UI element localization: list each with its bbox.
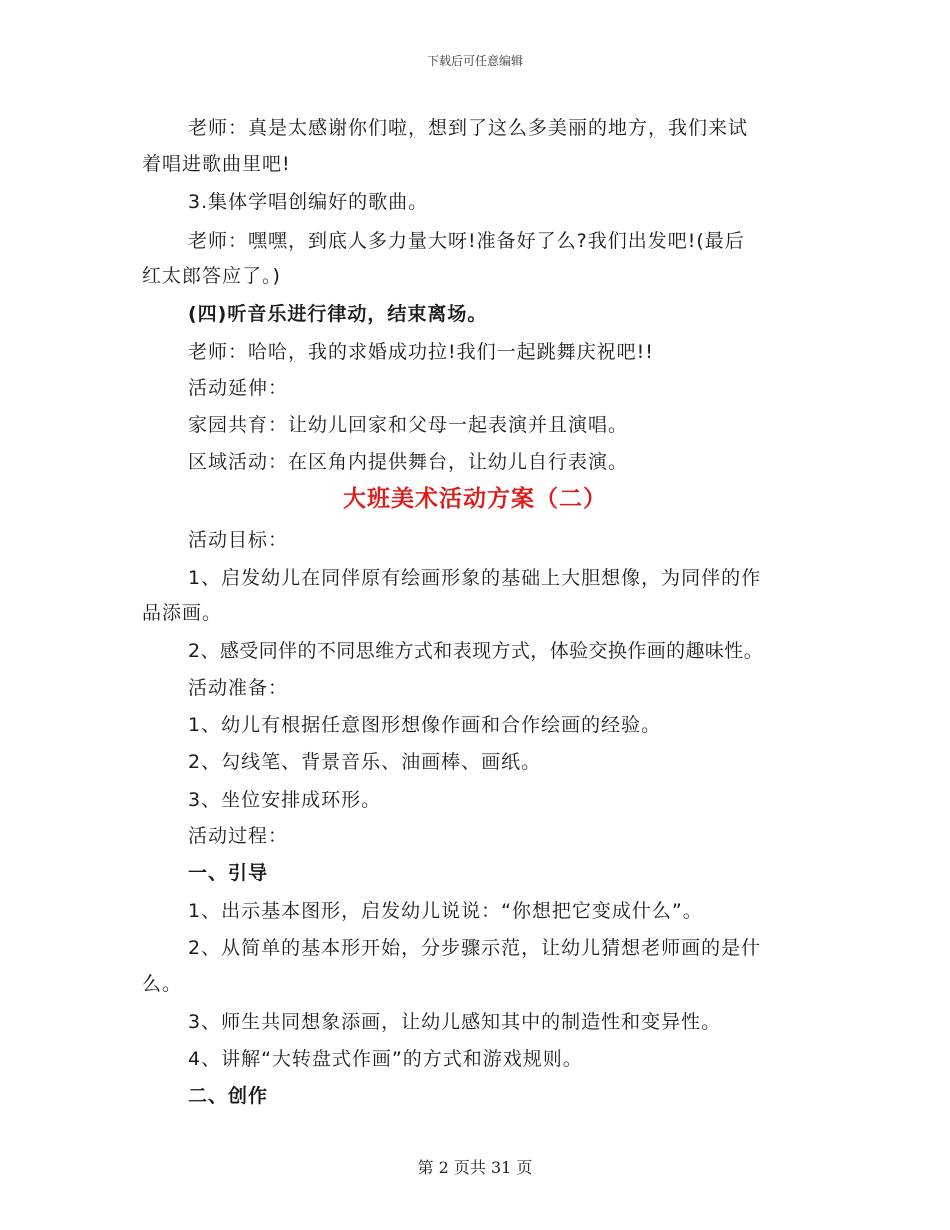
- paragraph-line: 老师：嘿嘿，到底人多力量大呀!准备好了么?我们出发吧!(最后: [188, 230, 745, 252]
- paragraph-line: 2、勾线笔、背景音乐、油画棒、画纸。: [188, 751, 542, 773]
- paragraph-line: 2、从简单的基本形开始，分步骤示范，让幼儿猜想老师画的是什: [188, 937, 762, 959]
- paragraph-line: 老师：真是太感谢你们啦，想到了这么多美丽的地方，我们来试: [188, 117, 749, 139]
- paragraph-line: 1、出示基本图形，启发幼儿说说：“你想把它变成什么”。: [188, 900, 703, 922]
- paragraph-line: 活动准备：: [188, 677, 289, 699]
- paragraph-line: 活动延伸：: [188, 377, 289, 399]
- subheading: 一、引导: [188, 862, 269, 884]
- paragraph-line: 家园共育：让幼儿回家和父母一起表演并且演唱。: [188, 414, 629, 436]
- header-note: 下载后可任意编辑: [426, 54, 523, 68]
- paragraph-line: 4、讲解“大转盘式作画”的方式和游戏规则。: [188, 1048, 583, 1070]
- paragraph-line: 3、师生共同想象添画，让幼儿感知其中的制造性和变异性。: [188, 1011, 722, 1033]
- paragraph-line: 活动目标：: [188, 529, 289, 551]
- paragraph-line: 区域活动：在区角内提供舞台，让幼儿自行表演。: [188, 451, 629, 473]
- paragraph-line: 活动过程：: [188, 825, 289, 847]
- paragraph-line: 2、感受同伴的不同思维方式和表现方式，体验交换作画的趣味性。: [188, 640, 764, 662]
- section-title: 大班美术活动方案（二）: [343, 486, 607, 512]
- page-number: 第 2 页共 31 页: [417, 1158, 533, 1177]
- paragraph-line: 着唱进歌曲里吧!: [142, 153, 291, 175]
- subheading: (四)听音乐进行律动，结束离场。: [188, 303, 488, 325]
- paragraph-line: 1、启发幼儿在同伴原有绘画形象的基础上大胆想像，为同伴的作: [188, 567, 762, 589]
- paragraph-line: 3.集体学唱创编好的歌曲。: [188, 191, 429, 213]
- paragraph-line: 老师：哈哈，我的求婚成功拉!我们一起跳舞庆祝吧!!: [188, 341, 654, 363]
- paragraph-line: 1、幼儿有根据任意图形想像作画和合作绘画的经验。: [188, 714, 662, 736]
- paragraph-line: 红太郎答应了。): [142, 265, 281, 287]
- paragraph-line: 么。: [142, 973, 183, 995]
- subheading: 二、创作: [188, 1085, 269, 1107]
- paragraph-line: 3、坐位安排成环形。: [188, 789, 382, 811]
- paragraph-line: 品添画。: [142, 602, 223, 624]
